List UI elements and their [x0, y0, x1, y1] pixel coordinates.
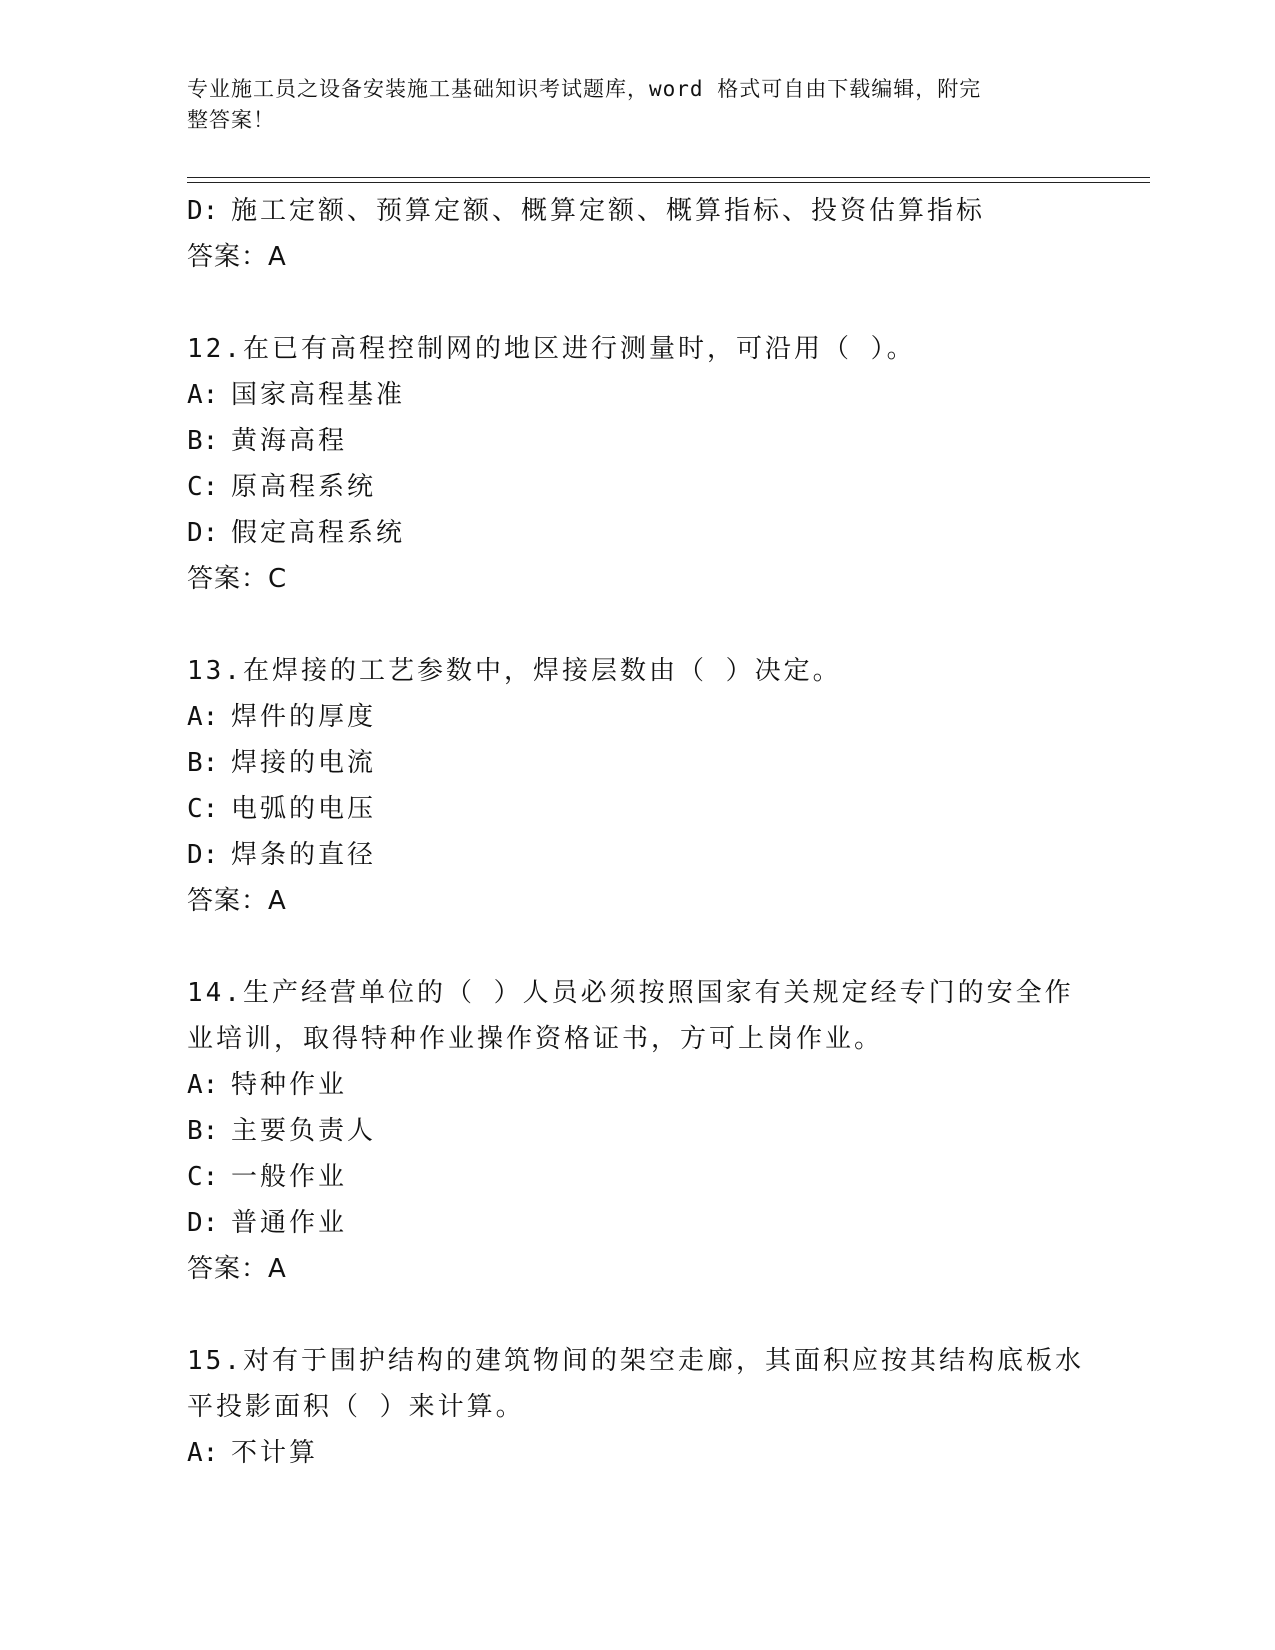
option-text: 特种作业 [231, 1070, 348, 1100]
option-letter: D: [187, 196, 219, 226]
option-a [187, 372, 1087, 418]
option-a [187, 1430, 1087, 1476]
option-letter: D: [187, 518, 219, 548]
option-text: 黄海高程 [231, 426, 348, 456]
option-letter: C: [187, 794, 219, 824]
header-line-2: 整答案！ [187, 108, 275, 132]
question-stem-line-1: 14.生产经营单位的（ ）人员必须按照国家有关规定经专门的安全作 [187, 978, 1074, 1008]
option-a [187, 1062, 1087, 1108]
question-stem-line-2: 平投影面积（ ）来计算。 [187, 1392, 525, 1422]
answer-line: 答案：A [187, 886, 287, 916]
option-b [187, 418, 1087, 464]
option-c [187, 464, 1087, 510]
question-stem-line-1: 15.对有于围护结构的建筑物间的架空走廊，其面积应按其结构底板水 [187, 1346, 1084, 1376]
option-b [187, 1108, 1087, 1154]
option-text: 一般作业 [231, 1162, 348, 1192]
question-list [187, 188, 1087, 1476]
question-stem: 13.在焊接的工艺参数中，焊接层数由（ ）决定。 [187, 656, 842, 686]
option-text: 假定高程系统 [231, 518, 406, 548]
question-stem-line-2: 业培训，取得特种作业操作资格证书，方可上岗作业。 [187, 1024, 884, 1054]
option-letter: C: [187, 472, 219, 502]
option-letter: B: [187, 426, 219, 456]
question-stem: 12.在已有高程控制网的地区进行测量时，可沿用（ ）。 [187, 334, 916, 364]
option-b [187, 740, 1087, 786]
option-text: 主要负责人 [231, 1116, 377, 1146]
option-letter: A: [187, 1070, 219, 1100]
option-c [187, 1154, 1087, 1200]
option-letter: B: [187, 1116, 219, 1146]
option-text: 普通作业 [231, 1208, 348, 1238]
answer-line: 答案：A [187, 242, 287, 272]
option-text: 焊条的直径 [231, 840, 377, 870]
option-a [187, 694, 1087, 740]
option-letter: A: [187, 702, 219, 732]
option-letter: B: [187, 748, 219, 778]
answer-line: 答案：C [187, 564, 288, 594]
option-text: 原高程系统 [231, 472, 377, 502]
answer-line: 答案：A [187, 1254, 287, 1284]
option-letter: D: [187, 1208, 219, 1238]
option-text: 国家高程基准 [231, 380, 406, 410]
header-line-1: 专业施工员之设备安装施工基础知识考试题库，word 格式可自由下载编辑，附完 [187, 77, 982, 101]
option-letter: D: [187, 840, 219, 870]
option-text: 焊件的厚度 [231, 702, 377, 732]
option-d [187, 1200, 1087, 1246]
option-letter: C: [187, 1162, 219, 1192]
option-text: 施工定额、预算定额、概算定额、概算指标、投资估算指标 [231, 196, 986, 226]
option-letter: A: [187, 1438, 219, 1468]
document-header [187, 74, 1087, 136]
option-d [187, 188, 1087, 234]
option-text: 电弧的电压 [231, 794, 377, 824]
header-divider-top [187, 177, 1150, 178]
option-d [187, 832, 1087, 878]
option-letter: A: [187, 380, 219, 410]
header-divider-bottom [187, 182, 1150, 183]
option-text: 不计算 [231, 1438, 319, 1468]
option-c [187, 786, 1087, 832]
option-d [187, 510, 1087, 556]
option-text: 焊接的电流 [231, 748, 377, 778]
